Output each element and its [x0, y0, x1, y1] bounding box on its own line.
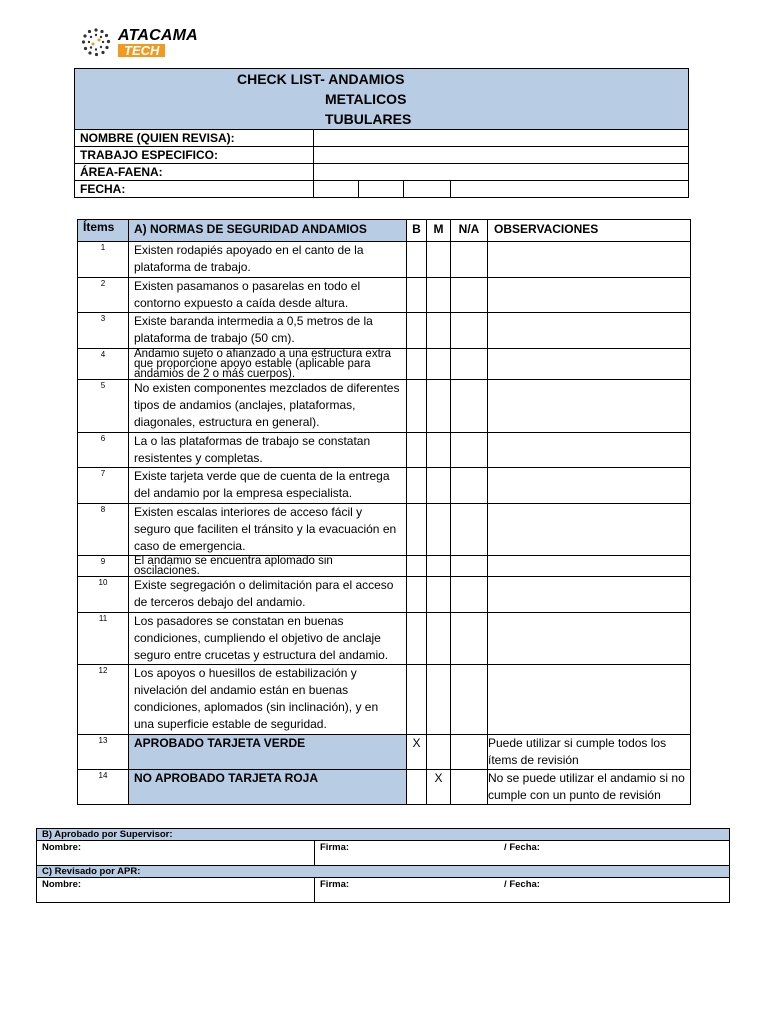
check-na-cell[interactable] [451, 665, 488, 735]
field-fecha-label: FECHA: [75, 181, 314, 198]
check-b-cell[interactable] [407, 468, 427, 504]
table-row [78, 433, 691, 468]
supervisor-name-cell[interactable] [37, 841, 315, 866]
check-na-cell[interactable] [451, 770, 488, 805]
observation-cell[interactable] [488, 380, 691, 433]
field-fecha-day[interactable] [314, 181, 359, 198]
rejected-row [78, 770, 691, 805]
item-description: Los apoyos o huesillos de estabilización y nivelación del andamio están en buenas condiciones, aplomados (sin inclinación), y en una superficie estable de seguridad. [129, 665, 407, 735]
field-trabajo-label: TRABAJO ESPECIFICO: [75, 147, 314, 164]
check-na-cell[interactable] [451, 468, 488, 504]
item-description: Existen rodapiés apoyado en el canto de la plataforma de trabajo. [129, 242, 407, 278]
field-trabajo-value[interactable] [314, 147, 689, 164]
observation-cell[interactable] [488, 242, 691, 278]
check-b-cell[interactable] [407, 556, 427, 577]
logo-word-tech: TECH [118, 44, 165, 57]
item-number: 1 [78, 242, 129, 278]
table-row [78, 504, 691, 556]
title-line-2: METALICOS [325, 91, 407, 107]
check-m-cell[interactable]: X [427, 770, 451, 805]
item-number: 11 [78, 613, 129, 665]
company-logo [78, 26, 218, 60]
checklist-title [75, 69, 689, 130]
checklist-table [77, 219, 691, 805]
observation-cell[interactable] [488, 613, 691, 665]
item-description: Existe segregación o delimitación para el acceso de terceros debajo del andamio. [129, 577, 407, 613]
item-description: Existen pasamanos o pasarelas en todo el contorno expuesto a caída desde altura. [129, 278, 407, 313]
check-na-cell[interactable] [451, 242, 488, 278]
check-b-cell[interactable] [407, 433, 427, 468]
nombre-label: Nombre: [42, 879, 82, 890]
check-m-cell[interactable] [427, 433, 451, 468]
table-row [78, 613, 691, 665]
item-number: 6 [78, 433, 129, 468]
item-number: 13 [78, 735, 129, 770]
field-area-label: ÁREA-FAENA: [75, 164, 314, 181]
item-number: 14 [78, 770, 129, 805]
check-m-cell[interactable] [427, 380, 451, 433]
check-b-cell[interactable] [407, 577, 427, 613]
col-na-header: N/A [451, 220, 488, 242]
item-description: El andamio se encuentra aplomado sin oscilaciones. [129, 556, 407, 577]
header-table [74, 68, 689, 198]
observation-cell[interactable] [488, 504, 691, 556]
col-items-header: Ítems [78, 220, 129, 242]
check-b-cell[interactable] [407, 380, 427, 433]
nombre-label: Nombre: [42, 842, 82, 853]
check-b-cell[interactable] [407, 242, 427, 278]
approved-label: APROBADO TARJETA VERDE [129, 735, 407, 770]
observation-cell[interactable] [488, 313, 691, 349]
observation-cell[interactable] [488, 468, 691, 504]
check-b-cell[interactable] [407, 313, 427, 349]
check-m-cell[interactable] [427, 313, 451, 349]
apr-sign-cell[interactable] [315, 878, 730, 903]
field-nombre-label: NOMBRE (QUIEN REVISA): [75, 130, 314, 147]
rejected-label: NO APROBADO TARJETA ROJA [129, 770, 407, 805]
check-m-cell[interactable] [427, 278, 451, 313]
approved-row [78, 735, 691, 770]
firma-label: Firma: [320, 879, 350, 890]
fecha-label: / Fecha: [504, 879, 540, 890]
item-description: Existen escalas interiores de acceso fácil y seguro que faciliten el tránsito y la evacuación en caso de emergencia. [129, 504, 407, 556]
check-m-cell[interactable] [427, 577, 451, 613]
item-number: 10 [78, 577, 129, 613]
check-b-cell[interactable] [407, 665, 427, 735]
logo-burst-icon [78, 26, 114, 60]
item-number: 8 [78, 504, 129, 556]
check-b-cell[interactable]: X [407, 735, 427, 770]
check-na-cell[interactable] [451, 313, 488, 349]
check-na-cell[interactable] [451, 556, 488, 577]
item-description: Andamio sujeto o afianzado a una estructura extra que proporcione apoyo estable (aplicable para andamios de 2 o más cuerpos). [129, 349, 407, 380]
check-na-cell[interactable] [451, 433, 488, 468]
col-b-header: B [407, 220, 427, 242]
logo-word-atacama: ATACAMA [118, 27, 198, 44]
table-row [78, 349, 691, 380]
observation-cell[interactable] [488, 278, 691, 313]
table-row [78, 577, 691, 613]
col-section-header: A) NORMAS DE SEGURIDAD ANDAMIOS [129, 220, 407, 242]
observation-cell[interactable] [488, 577, 691, 613]
check-na-cell[interactable] [451, 577, 488, 613]
apr-name-cell[interactable] [37, 878, 315, 903]
check-b-cell[interactable] [407, 504, 427, 556]
fecha-label: / Fecha: [504, 842, 540, 853]
check-b-cell[interactable] [407, 278, 427, 313]
item-number: 7 [78, 468, 129, 504]
check-m-cell[interactable] [427, 468, 451, 504]
col-obs-header: OBSERVACIONES [488, 220, 691, 242]
item-description: La o las plataformas de trabajo se constatan resistentes y completas. [129, 433, 407, 468]
check-na-cell[interactable] [451, 613, 488, 665]
check-m-cell[interactable] [427, 242, 451, 278]
item-number: 4 [78, 349, 129, 380]
table-row [78, 665, 691, 735]
check-na-cell[interactable] [451, 349, 488, 380]
field-area-value[interactable] [314, 164, 689, 181]
observation-cell[interactable] [488, 665, 691, 735]
field-nombre-value[interactable] [314, 130, 689, 147]
check-m-cell[interactable] [427, 665, 451, 735]
approved-observation: Puede utilizar si cumple todos los ítems de revisión [488, 735, 691, 770]
check-m-cell[interactable] [427, 613, 451, 665]
item-number: 5 [78, 380, 129, 433]
check-na-cell[interactable] [451, 504, 488, 556]
rejected-observation: No se puede utilizar el andamio si no cumple con un punto de revisión [488, 770, 691, 805]
item-description: Existe tarjeta verde que de cuenta de la entrega del andamio por la empresa especialista. [129, 468, 407, 504]
table-row [78, 468, 691, 504]
check-b-cell[interactable] [407, 349, 427, 380]
table-row [78, 556, 691, 577]
check-b-cell[interactable] [407, 770, 427, 805]
supervisor-section-title: B) Aprobado por Supervisor: [37, 829, 730, 841]
firma-label: Firma: [320, 842, 350, 853]
title-line-1: CHECK LIST- ANDAMIOS [237, 71, 405, 87]
item-number: 3 [78, 313, 129, 349]
observation-cell[interactable] [488, 433, 691, 468]
item-number: 2 [78, 278, 129, 313]
apr-section-title: C) Revisado por APR: [37, 866, 730, 878]
table-row [78, 380, 691, 433]
checklist-header-row [78, 220, 691, 242]
signature-table [36, 828, 730, 903]
check-na-cell[interactable] [451, 278, 488, 313]
observation-cell[interactable] [488, 349, 691, 380]
item-description: Existe baranda intermedia a 0,5 metros de la plataforma de trabajo (50 cm). [129, 313, 407, 349]
title-line-3: TUBULARES [325, 111, 412, 127]
check-m-cell[interactable] [427, 349, 451, 380]
field-fecha-extra[interactable] [451, 181, 689, 198]
item-description: Los pasadores se constatan en buenas condiciones, cumpliendo el objetivo de anclaje seguro entre crucetas y estructura del andamio. [129, 613, 407, 665]
check-m-cell[interactable] [427, 556, 451, 577]
check-na-cell[interactable] [451, 735, 488, 770]
table-row [78, 242, 691, 278]
observation-cell[interactable] [488, 556, 691, 577]
col-m-header: M [427, 220, 451, 242]
item-description: No existen componentes mezclados de diferentes tipos de andamios (anclajes, plataformas, diagonales, estructura en general). [129, 380, 407, 433]
item-number: 12 [78, 665, 129, 735]
table-row [78, 278, 691, 313]
field-fecha-year[interactable] [404, 181, 451, 198]
item-number: 9 [78, 556, 129, 577]
check-m-cell[interactable] [427, 735, 451, 770]
check-m-cell[interactable] [427, 504, 451, 556]
supervisor-sign-cell[interactable] [315, 841, 730, 866]
check-na-cell[interactable] [451, 380, 488, 433]
check-b-cell[interactable] [407, 613, 427, 665]
field-fecha-month[interactable] [359, 181, 404, 198]
table-row [78, 313, 691, 349]
